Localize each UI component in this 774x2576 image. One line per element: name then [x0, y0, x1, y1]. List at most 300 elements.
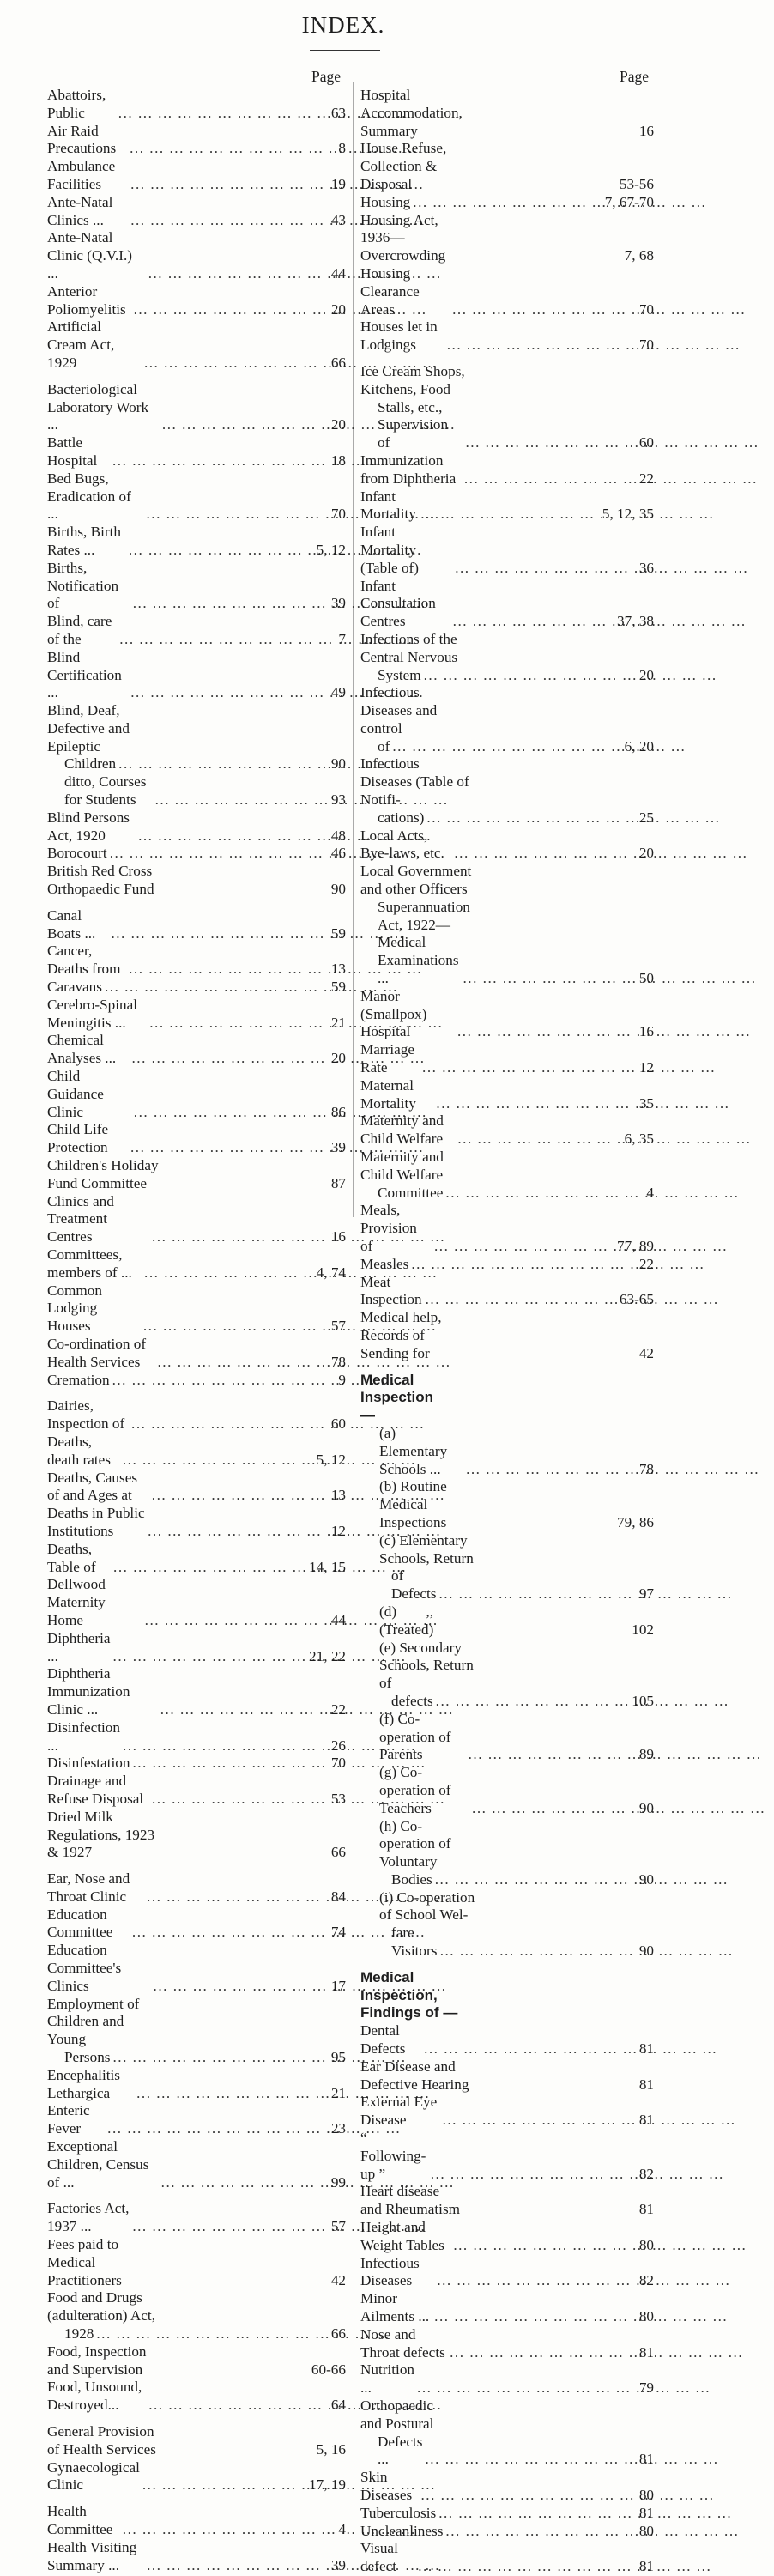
page-number: 81: [638, 2112, 654, 2129]
dot-leader: [423, 2451, 631, 2469]
page-number: 35: [638, 1094, 654, 1112]
page-number: 20: [638, 845, 654, 862]
page-number: 81: [638, 2201, 654, 2218]
entry-text: Blind, care of the: [47, 613, 116, 647]
index-entry: [47, 2200, 346, 2236]
index-entry: [47, 1032, 346, 1068]
entry-text: Ante-Natal Clinic (Q.V.I.) ...: [47, 229, 136, 282]
right-column: [360, 67, 654, 2576]
index-entry: [360, 1112, 654, 1149]
index-entry: [360, 2183, 654, 2219]
index-entry: [360, 1041, 654, 1077]
index-entry: [360, 2469, 654, 2505]
page-number: 102: [632, 1621, 654, 1638]
dot-leader: [120, 1737, 322, 1755]
entry-text: Education Committee: [47, 1906, 113, 1941]
index-entry: [47, 1157, 346, 1193]
page-number: 77, 89: [617, 1238, 654, 1254]
entry-text: Hospital Accommodation, Summary: [360, 87, 467, 139]
index-entry: [47, 2289, 346, 2325]
dot-leader: [469, 1800, 630, 1818]
page-number: 79: [638, 2379, 654, 2397]
entry-text: Factories Act, 1937 ...: [47, 2200, 133, 2235]
page-number: 20: [638, 666, 654, 683]
dot-leader: [120, 1452, 317, 1470]
entry-text: Bacteriological Laboratory Work ...: [47, 380, 153, 433]
index-entry: [47, 1541, 346, 1577]
index-entry: [47, 1576, 346, 1629]
page-number: 48: [330, 827, 346, 844]
dot-leader: [110, 2049, 322, 2067]
page-number: 18: [330, 452, 346, 469]
entry-text: Births, Notification of: [47, 559, 123, 612]
index-entry: [360, 363, 654, 399]
index-entry: [360, 1425, 654, 1478]
page-number: 70: [330, 1755, 346, 1772]
dot-leader: [140, 2476, 309, 2494]
page-number: 82: [638, 2165, 654, 2182]
page-number: 20: [330, 300, 346, 318]
page-number: 81: [638, 2558, 654, 2575]
index-entry: [47, 2539, 346, 2575]
index-entry: [47, 1121, 346, 1157]
index-entry: [47, 123, 346, 159]
entry-text: Food, Inspection and Supervision: [47, 2343, 150, 2378]
entry-text: cations): [378, 809, 425, 826]
entry-text: Infectious Diseases and control: [360, 684, 441, 736]
page-number: 17: [330, 1977, 346, 1994]
index-entry: [360, 524, 654, 577]
page-number: 80: [638, 2308, 654, 2325]
page-number: 22: [330, 1700, 346, 1718]
page-number: 5, 12: [316, 541, 346, 558]
dot-leader: [444, 336, 630, 355]
entry-text: Drainage and Refuse Disposal: [47, 1773, 144, 1807]
entry-text: (e) Secondary Schools, Return of: [379, 1639, 478, 1692]
page-number: 57: [330, 1318, 346, 1335]
entry-text: Heart disease and Rheumatism: [360, 2183, 460, 2218]
index-entry: [47, 613, 346, 649]
index-entry: [360, 1256, 654, 1274]
group-gap: [47, 899, 346, 907]
dot-leader: [149, 1487, 322, 1505]
page-number: 79, 86: [617, 1513, 654, 1530]
index-entry: [47, 809, 346, 846]
index-entry: [360, 1818, 654, 1871]
page-number: 99: [330, 2173, 346, 2191]
entry-text: External Eye Disease: [360, 2094, 441, 2129]
page-number: 7, 68: [624, 247, 654, 264]
page-number: 70: [330, 506, 346, 523]
page-number: 78: [638, 1460, 654, 1477]
page-number: 81: [638, 2076, 654, 2093]
index-entry: [360, 1372, 654, 1425]
entry-text: Dried Milk Regulations, 1923 & 1927: [47, 1808, 159, 1861]
dot-leader: [434, 2272, 630, 2290]
entry-text: Infectious Diseases (Table of Notifi-: [360, 755, 473, 809]
entry-text: ditto, Courses for Students: [64, 773, 150, 809]
dot-leader: [131, 1104, 322, 1122]
dot-leader: [111, 1559, 309, 1577]
dot-leader: [443, 1185, 630, 1203]
dot-leader: [451, 845, 630, 863]
entry-text: Superannuation Act, 1922—: [378, 898, 474, 933]
entry-text: Committees, members of ...: [47, 1246, 132, 1281]
page-number: 4: [338, 2520, 346, 2537]
index-entry: [360, 2219, 654, 2255]
dot-leader: [134, 2085, 322, 2103]
entry-text: Persons: [64, 2049, 111, 2066]
index-entry: [360, 2255, 654, 2291]
dot-leader: [160, 416, 322, 434]
index-entry: [360, 2326, 654, 2362]
page-number: 44: [330, 1611, 346, 1628]
page-number: 81: [638, 2040, 654, 2058]
index-entry: [360, 2505, 654, 2523]
entry-text: Disinfestation: [47, 1755, 130, 1772]
page-number: 60: [638, 434, 654, 452]
page-number: 82: [638, 2272, 654, 2289]
entry-text: Deaths in Public Institutions: [47, 1505, 148, 1539]
dot-leader: [423, 1291, 620, 1309]
dot-leader: [142, 1264, 317, 1282]
page-number: 53-56: [619, 175, 654, 192]
entry-text: Medical Inspection —: [360, 1371, 438, 1424]
dot-leader: [130, 595, 322, 613]
dot-leader: [436, 2505, 630, 2523]
index-entry: [47, 755, 346, 773]
index-entry: [360, 1889, 654, 1925]
column-divider: [353, 82, 354, 1217]
index-entry: [47, 1870, 346, 1906]
index-entry: [360, 2540, 654, 2576]
index-entry: [47, 907, 346, 943]
entry-text: Bodies: [391, 1870, 432, 1888]
dot-leader: [144, 2557, 322, 2575]
dot-leader: [436, 1585, 630, 1603]
dot-leader: [142, 1612, 322, 1630]
dot-leader: [120, 2521, 322, 2539]
index-entry: [47, 1942, 346, 1995]
dot-leader: [146, 265, 322, 283]
page-number: 43: [330, 211, 346, 228]
index-entry: [360, 1567, 654, 1603]
group-gap: [47, 2415, 346, 2423]
dot-leader: [462, 470, 630, 488]
entry-text: Meals, Provision of: [360, 1202, 421, 1254]
index-entry: [360, 399, 654, 452]
index-entry: [47, 1719, 346, 1755]
entry-text: Clinics and Treatment Centres: [47, 1192, 118, 1246]
dot-leader: [128, 176, 322, 194]
entry-text: Chemical Analyses ...: [47, 1032, 117, 1067]
index-entry: [47, 2423, 346, 2459]
dot-leader: [421, 2040, 630, 2058]
index-entry: [47, 863, 346, 899]
index-entry: [360, 1711, 654, 1764]
page-number: 49: [330, 684, 346, 701]
entry-text: System: [378, 666, 421, 683]
dot-leader: [151, 1978, 322, 1996]
dot-leader: [415, 2558, 630, 2576]
entry-text: Nose and Throat defects: [360, 2325, 445, 2361]
index-entry: [47, 845, 346, 863]
page-number: 60: [330, 1415, 346, 1433]
entry-text: Ear Disease and Defective Hearing: [360, 2058, 469, 2093]
entry-text: Uncleanliness: [360, 2522, 444, 2539]
entry-text: Ante-Natal Clinics ...: [47, 193, 117, 228]
entry-text: Infant Consultation Centres: [360, 577, 440, 630]
entry-text: (h) Co-operation of Voluntary: [379, 1817, 455, 1870]
index-entry: [360, 1640, 654, 1693]
dot-leader: [128, 684, 322, 702]
entry-text: Exceptional Children, Census of ...: [47, 2138, 153, 2191]
index-entry: [47, 1433, 346, 1470]
index-entry: [47, 2325, 346, 2343]
index-entry: [47, 229, 346, 282]
page-number: 81: [638, 2451, 654, 2468]
entry-text: Deaths, Table of: [47, 1540, 96, 1575]
page-number: 90: [330, 755, 346, 773]
dot-leader: [421, 667, 630, 685]
dot-leader: [418, 506, 602, 524]
page-number: 39: [330, 1139, 346, 1156]
entry-text: Deaths, Causes of and Ages at: [47, 1469, 142, 1504]
entry-text: Cerebro-Spinal Meningitis ...: [47, 996, 142, 1031]
dot-leader: [127, 140, 322, 158]
page-number: 14, 15: [309, 1558, 346, 1575]
group-gap: [47, 2494, 346, 2503]
group-gap: [47, 1389, 346, 1397]
index-entry: [47, 2236, 346, 2289]
entry-text: Height and Weight Tables: [360, 2219, 444, 2253]
page-number: 81: [638, 2504, 654, 2521]
entry-text: Enteric Fever: [47, 2102, 94, 2137]
page-number: 7: [338, 630, 346, 647]
entry-text: Air Raid Precautions: [47, 122, 117, 157]
dot-leader: [390, 738, 624, 756]
dot-leader: [450, 301, 630, 319]
dot-leader: [450, 613, 617, 631]
group-gap: [47, 1862, 346, 1870]
entry-text: Food and Drugs (adulteration) Act,: [47, 2289, 155, 2324]
entry-text: Housing Act, 1936—Overcrowding: [360, 211, 446, 264]
index-entry: [47, 943, 346, 979]
index-entry: [47, 560, 346, 613]
index-entry: [47, 2379, 346, 2415]
dot-leader: [142, 355, 322, 373]
dot-leader: [108, 925, 322, 943]
index-entry: [360, 194, 654, 212]
entry-text: Health Committee: [47, 2503, 113, 2537]
entry-text: Infectious Diseases: [360, 2254, 424, 2289]
page-number: 80: [638, 2236, 654, 2253]
entry-text: Medical help, Records of Sending for: [360, 1309, 445, 1361]
index-entry: [47, 1996, 346, 2049]
entry-text: Medical Examinations ...: [378, 934, 463, 987]
page-number: 86: [330, 1103, 346, 1120]
dot-leader: [408, 1256, 630, 1274]
page-number: 84: [330, 1888, 346, 1905]
index-entry: [360, 2058, 654, 2094]
page-number: 63-65: [619, 1291, 654, 1308]
page-number: 39: [330, 595, 346, 612]
index-entry: [47, 2138, 346, 2191]
group-gap: [47, 2191, 346, 2200]
entry-text: Common Lodging Houses: [47, 1282, 106, 1335]
page-number: 13: [330, 1487, 346, 1504]
entry-text: of: [378, 737, 390, 755]
entry-text: Education Committee's Clinics: [47, 1942, 125, 1994]
dot-leader: [466, 1746, 630, 1764]
index-entry: [47, 1282, 346, 1336]
entry-text: Local Acts, Bye-laws, etc.: [360, 827, 444, 862]
entry-text: Artificial Cream Act, 1929: [47, 318, 118, 371]
dot-leader: [455, 1130, 624, 1149]
entry-text: Blind Persons Act, 1920: [47, 809, 133, 844]
index-entry: [47, 2067, 346, 2103]
entry-text: Minor Ailments ...: [360, 2290, 430, 2325]
entry-text: (a) Elementary Schools ...: [379, 1424, 451, 1477]
index-entry: [360, 2361, 654, 2397]
index-entry: [360, 1924, 654, 1961]
page-number: 66: [330, 354, 346, 371]
entry-text: Nutrition ...: [360, 2361, 419, 2397]
left-entries: [47, 87, 346, 2574]
dot-leader: [155, 1354, 323, 1372]
dot-leader: [94, 2325, 322, 2343]
group-gap: [47, 373, 346, 381]
title-rule: [310, 50, 380, 51]
group-gap: [360, 1363, 654, 1372]
entry-text: Child Guidance Clinic: [47, 1068, 108, 1120]
dot-leader: [116, 105, 322, 123]
dot-leader: [455, 1023, 630, 1041]
dot-leader: [410, 194, 604, 212]
page-number: 80: [638, 2522, 654, 2539]
index-entry: [47, 2503, 346, 2539]
page-number: 44: [330, 264, 346, 282]
entry-text: Births, Birth Rates ...: [47, 524, 125, 558]
index-entry: [360, 452, 654, 488]
dot-leader: [130, 1755, 322, 1773]
index-entry: [360, 2397, 654, 2434]
dot-leader: [130, 1924, 322, 1942]
entry-text: Gynaecological Clinic: [47, 2458, 144, 2494]
page-number: 97: [638, 1585, 654, 1603]
index-entry: [360, 738, 654, 756]
page-number: 17, 19: [309, 2476, 346, 2494]
dot-leader: [130, 2218, 322, 2236]
page-number: 66: [330, 1844, 346, 1861]
page-number: 42: [330, 2271, 346, 2288]
index-entry: [47, 1630, 346, 1666]
index-entry: [47, 381, 346, 434]
dot-leader: [105, 2120, 322, 2138]
dot-leader: [420, 1059, 630, 1077]
dot-leader: [463, 1461, 630, 1479]
dot-leader: [149, 1228, 322, 1246]
index-entry: [47, 283, 346, 319]
entry-text: Ear, Nose and Throat Clinic: [47, 1870, 134, 1905]
dot-leader: [126, 542, 317, 560]
page-number: 89: [638, 1746, 654, 1763]
entry-text: Medical Inspection, Findings of —: [360, 1968, 458, 2021]
page-number: 5, 12, 35: [602, 506, 654, 523]
entry-text: Defects ...: [378, 2433, 426, 2468]
entry-text: Marriage Rate: [360, 1041, 419, 1076]
page-number: 90: [638, 1870, 654, 1888]
index-entry: [47, 434, 346, 470]
dot-leader: [126, 961, 322, 979]
page-number: 59: [330, 924, 346, 942]
entry-text: Bed Bugs, Eradication of ...: [47, 470, 136, 523]
entry-text: Caravans: [47, 979, 102, 996]
entry-text: Maternal Mortality: [360, 1076, 418, 1112]
page-number: 16: [330, 1228, 346, 1246]
entry-text: Blind, Deaf, Defective and Epileptic: [47, 702, 134, 755]
right-entries: [360, 87, 654, 2576]
page-number: 59: [330, 979, 346, 996]
index-entry: [360, 1969, 654, 2022]
index-entry: [47, 318, 346, 372]
dot-leader: [440, 2112, 630, 2130]
page-number: 39: [330, 2556, 346, 2573]
page-number: 37, 38: [617, 613, 654, 630]
entry-text: Maternity and Child Welfare: [360, 1112, 448, 1148]
page-number: 60-66: [311, 2361, 346, 2378]
index-title: INDEX.: [301, 12, 385, 38]
dot-leader: [144, 1888, 322, 1906]
page-number: 64: [330, 2397, 346, 2414]
dot-leader: [110, 452, 322, 470]
page-number: 87: [330, 1174, 346, 1191]
entry-text: (d) ,, (Treated): [379, 1603, 452, 1638]
entry-text: Child Life Protection: [47, 1121, 112, 1156]
dot-leader: [128, 1139, 322, 1157]
index-entry: [360, 667, 654, 685]
page-number: 16: [638, 122, 654, 139]
page-number: 25: [638, 809, 654, 826]
index-entry: [47, 524, 346, 560]
entry-text: Housing Clearance Areas: [360, 264, 423, 318]
index-entry: [360, 1764, 654, 1817]
page-number: 42: [638, 1344, 654, 1361]
entry-text: Dellwood Maternity Home: [47, 1576, 110, 1628]
entry-text: Deaths, death rates: [47, 1433, 111, 1468]
page-number: 9: [338, 1371, 346, 1388]
entry-text: (g) Co-operation of Teachers: [379, 1764, 455, 1816]
index-entry: [360, 988, 654, 1041]
page-number: 16: [638, 1023, 654, 1040]
entry-text: Ambulance Facilities: [47, 158, 119, 192]
index-entry: [360, 1274, 654, 1310]
index-entry: [360, 1149, 654, 1185]
index-entry: [360, 1309, 654, 1362]
dot-leader: [450, 2237, 630, 2255]
index-entry: [47, 158, 346, 194]
page-number: 90: [638, 1799, 654, 1816]
dot-leader: [129, 1050, 322, 1068]
dot-leader: [424, 809, 630, 827]
page-number: 20: [330, 416, 346, 433]
entry-text: Cremation: [47, 1371, 110, 1388]
group-gap: [360, 1961, 654, 1969]
page-number: 105: [632, 1692, 654, 1709]
entry-text: of Defects: [391, 1567, 437, 1603]
index-entry: [47, 997, 346, 1033]
index-entry: [360, 631, 654, 667]
